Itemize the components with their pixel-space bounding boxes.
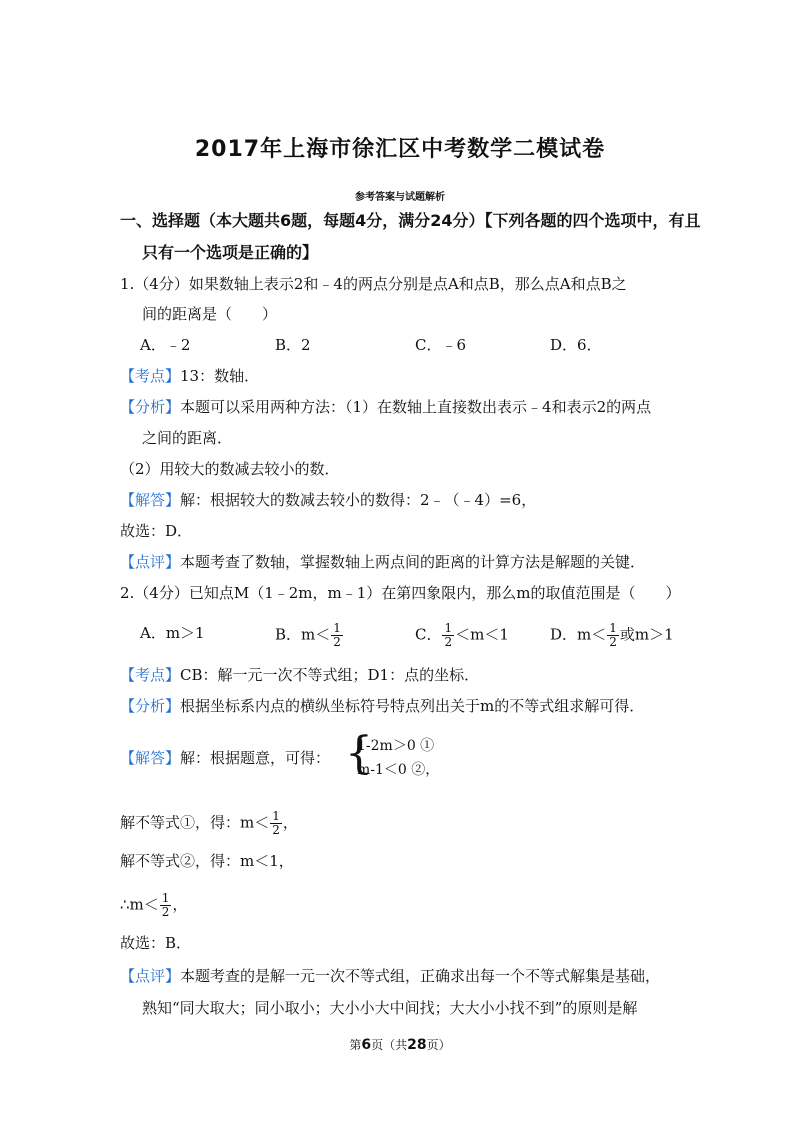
page-footer bbox=[0, 1036, 800, 1053]
q2-step1 bbox=[120, 810, 298, 837]
q2-dianping-text1: 本题考查的是解一元一次不等式组，正确求出每一个不等式解集是基础， bbox=[180, 967, 661, 985]
q2-jieda bbox=[120, 747, 330, 769]
section-heading-line2: 只有一个选项是正确的】 bbox=[142, 243, 319, 262]
q1-option-b: B．2 bbox=[275, 336, 311, 354]
q2-jieda-text: 解：根据题意，可得： bbox=[180, 749, 331, 767]
dianping-tag: 【点评】 bbox=[120, 553, 181, 571]
q2-option-b-prefix: B．m＜ bbox=[275, 625, 331, 644]
inequality-line2-text: m-1＜0 ② bbox=[357, 762, 426, 778]
footer-mid: 页（共 bbox=[371, 1038, 408, 1052]
fraction bbox=[442, 622, 454, 649]
q2-step3-suffix: ， bbox=[172, 895, 188, 914]
q2-option-d bbox=[550, 622, 674, 649]
q1-stem-line1: 1.（4分）如果数轴上表示2和﹣4的两点分别是点A和点B，那么点A和点B之 bbox=[120, 275, 627, 293]
page-title: 2017年上海市徐汇区中考数学二模试卷 bbox=[194, 137, 606, 162]
q1-fenxi-text2: 之间的距离． bbox=[142, 429, 233, 447]
q2-option-c-suffix: ＜m＜1 bbox=[455, 625, 509, 644]
fraction-denominator: 2 bbox=[333, 635, 341, 649]
q1-jieda bbox=[120, 489, 536, 511]
fenxi-tag: 【分析】 bbox=[120, 398, 181, 416]
q1-kaodian-text: 13：数轴． bbox=[180, 367, 260, 385]
inequality-line2 bbox=[357, 759, 439, 779]
jieda-tag: 【解答】 bbox=[120, 749, 181, 767]
fraction-numerator: 1 bbox=[444, 621, 453, 635]
q2-stem: 2.（4分）已知点M（1﹣2m，m﹣1）在第四象限内，那么m的取值范围是（ ） bbox=[120, 584, 681, 602]
q2-kaodian-text: CB：解一元一次不等式组；D1：点的坐标． bbox=[180, 666, 480, 684]
fraction-numerator: 1 bbox=[161, 891, 170, 905]
fraction-denominator: 2 bbox=[609, 635, 617, 649]
q2-dianping-text2: 熟知“同大取大；同小取小；大小小大中间找；大大小小找不到”的原则是解 bbox=[142, 999, 638, 1017]
kaodian-tag: 【考点】 bbox=[120, 666, 181, 684]
q1-jieda-text: 解：根据较大的数减去较小的数得：2﹣（﹣4）=6， bbox=[180, 491, 537, 509]
q1-dianping bbox=[120, 551, 645, 573]
q2-fenxi-text: 根据坐标系内点的横纵坐标符号特点列出关于m的不等式组求解可得． bbox=[180, 697, 645, 715]
fraction-numerator: 1 bbox=[609, 621, 617, 635]
section-heading-line1: 一、选择题（本大题共6题，每题4分，满分24分）【下列各题的四个选项中，有且 bbox=[120, 211, 701, 230]
q2-option-c bbox=[415, 622, 509, 649]
q2-step1-suffix: ， bbox=[282, 813, 298, 832]
q1-fenxi bbox=[120, 396, 651, 418]
q2-kaodian bbox=[120, 664, 479, 686]
footer-prefix: 第 bbox=[349, 1038, 362, 1052]
q2-dianping bbox=[120, 965, 660, 987]
q2-guxuan: 故选：B． bbox=[120, 934, 192, 952]
footer-suffix: 页） bbox=[426, 1038, 451, 1052]
inequality-comma: ， bbox=[425, 762, 440, 778]
fraction bbox=[160, 892, 172, 919]
q1-option-a: A．﹣2 bbox=[140, 336, 191, 354]
q2-option-b bbox=[275, 622, 344, 649]
q2-option-a: A．m＞1 bbox=[140, 624, 205, 642]
fraction bbox=[331, 622, 343, 649]
page-subtitle: 参考答案与试题解析 bbox=[355, 192, 445, 203]
q1-guxuan: 故选：D． bbox=[120, 522, 193, 540]
q1-stem-line2: 间的距离是（ ） bbox=[142, 305, 278, 323]
fraction-denominator: 2 bbox=[272, 823, 280, 837]
q1-kaodian bbox=[120, 365, 259, 387]
q2-step3 bbox=[120, 892, 187, 919]
q2-step2: 解不等式②，得：m＜1， bbox=[120, 852, 294, 870]
kaodian-tag: 【考点】 bbox=[120, 367, 181, 385]
q2-step1-prefix: 解不等式①，得：m＜ bbox=[120, 813, 270, 832]
fraction bbox=[270, 810, 282, 837]
fraction bbox=[607, 622, 619, 649]
q1-option-c: C．﹣6 bbox=[415, 336, 467, 354]
q1-fenxi-text3: （2）用较大的数减去较小的数． bbox=[120, 460, 340, 478]
q2-fenxi bbox=[120, 695, 644, 717]
q1-option-d: D．6． bbox=[550, 336, 602, 354]
inequality-system bbox=[345, 728, 475, 781]
q2-option-d-suffix: 或m＞1 bbox=[619, 625, 674, 644]
q2-option-c-prefix: C． bbox=[415, 625, 442, 644]
q1-fenxi-text1: 本题可以采用两种方法：（1）在数轴上直接数出表示﹣4和表示2的两点 bbox=[180, 398, 652, 416]
page-total: 28 bbox=[407, 1037, 427, 1053]
inequality-line1: 1-2m＞0 ① bbox=[357, 738, 435, 754]
dianping-tag: 【点评】 bbox=[120, 967, 181, 985]
fraction-numerator: 1 bbox=[272, 809, 280, 823]
fenxi-tag: 【分析】 bbox=[120, 697, 181, 715]
fraction-numerator: 1 bbox=[333, 621, 341, 635]
fraction-denominator: 2 bbox=[161, 905, 170, 919]
page-number: 6 bbox=[361, 1037, 372, 1053]
q1-dianping-text: 本题考查了数轴，掌握数轴上两点间的距离的计算方法是解题的关键． bbox=[180, 553, 646, 571]
q2-step3-prefix: ∴m＜ bbox=[120, 895, 159, 914]
fraction-denominator: 2 bbox=[444, 635, 453, 649]
left-brace: { bbox=[345, 728, 373, 779]
q2-option-d-prefix: D．m＜ bbox=[550, 625, 607, 644]
jieda-tag: 【解答】 bbox=[120, 491, 181, 509]
